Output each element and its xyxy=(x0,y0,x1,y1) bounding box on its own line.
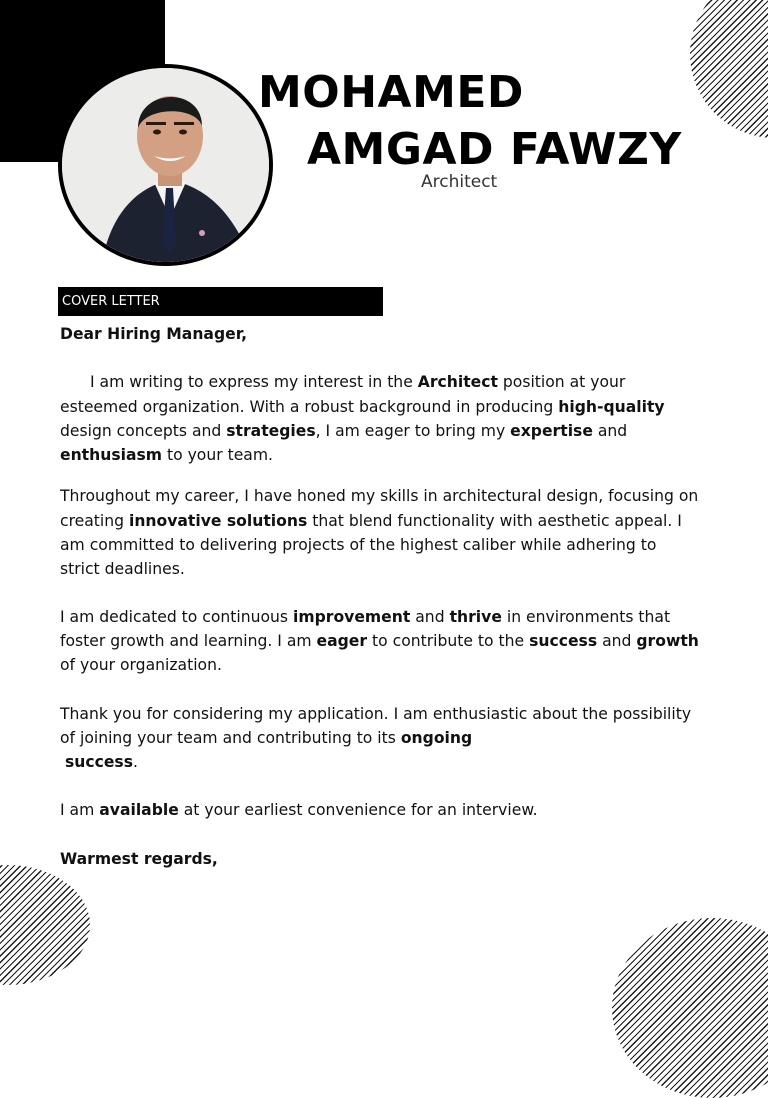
text-span: to contribute to the xyxy=(367,631,530,650)
profile-photo xyxy=(58,64,273,266)
emphasis: innovative solutions xyxy=(128,511,308,530)
text-span: of your organization. xyxy=(60,656,222,675)
job-title: Architect xyxy=(421,172,498,192)
section-label-bar xyxy=(58,287,383,316)
emphasis: strategies xyxy=(226,421,316,440)
text-span: . xyxy=(132,753,138,772)
emphasis: success xyxy=(529,631,598,650)
text-span: I am xyxy=(60,801,100,820)
emphasis: success xyxy=(64,753,133,772)
text-span: I am dedicated to continuous xyxy=(60,607,294,626)
hatched-circle-bottom-right-decoration xyxy=(612,918,768,1098)
emphasis: thrive xyxy=(449,607,502,626)
emphasis: ongoing xyxy=(400,728,473,747)
text-span: to your team. xyxy=(162,446,274,465)
text-span: in environments that foster growth and learning. I am xyxy=(60,607,671,650)
text-span: design concepts and xyxy=(60,421,227,440)
emphasis: high-quality xyxy=(558,397,665,416)
emphasis: improvement xyxy=(293,607,411,626)
section-label: COVER LETTER xyxy=(62,294,160,309)
letter-body xyxy=(60,322,700,871)
emphasis: expertise xyxy=(510,421,593,440)
emphasis: enthusiasm xyxy=(60,446,163,465)
paragraph-availability xyxy=(60,798,700,822)
paragraph-thanks xyxy=(60,702,700,775)
paragraph-career xyxy=(60,484,700,581)
emphasis: eager xyxy=(316,631,368,650)
hatched-circle-bottom-left-decoration xyxy=(0,865,90,985)
name-first: MOHAMED xyxy=(258,67,524,118)
salutation: Dear Hiring Manager, xyxy=(60,325,248,343)
hatched-circle-top-right-decoration xyxy=(690,0,768,138)
text-span: , I am eager to bring my xyxy=(315,421,511,440)
text-span: Throughout my career, I have honed my skills in architectural design, focusing on creating xyxy=(60,487,699,530)
text-span: Thank you for considering my application. I am enthusiastic about the possibility of joining your team and contributing to its xyxy=(60,704,692,747)
paragraph-intro xyxy=(60,370,700,467)
text-span: at your earliest convenience for an interview. xyxy=(178,801,538,820)
name-last: AMGAD FAWZY xyxy=(307,124,682,175)
text-span: and xyxy=(410,607,450,626)
text-span: and xyxy=(597,631,637,650)
paragraph-growth xyxy=(60,605,700,678)
closing: Warmest regards, xyxy=(60,849,218,868)
text-span: position at your esteemed organization. With a robust background in producing xyxy=(60,373,626,416)
emphasis: growth xyxy=(636,631,699,650)
text-span: and xyxy=(592,421,628,440)
text-span: I am writing to express my interest in the xyxy=(90,373,418,392)
emphasis: available xyxy=(99,801,179,820)
text-span: that blend functionality with aesthetic appeal. I am committed to delivering projects of the highest caliber while adhering to strict deadlines. xyxy=(60,511,682,579)
emphasis: Architect xyxy=(417,373,498,392)
portrait-illustration xyxy=(62,68,269,262)
